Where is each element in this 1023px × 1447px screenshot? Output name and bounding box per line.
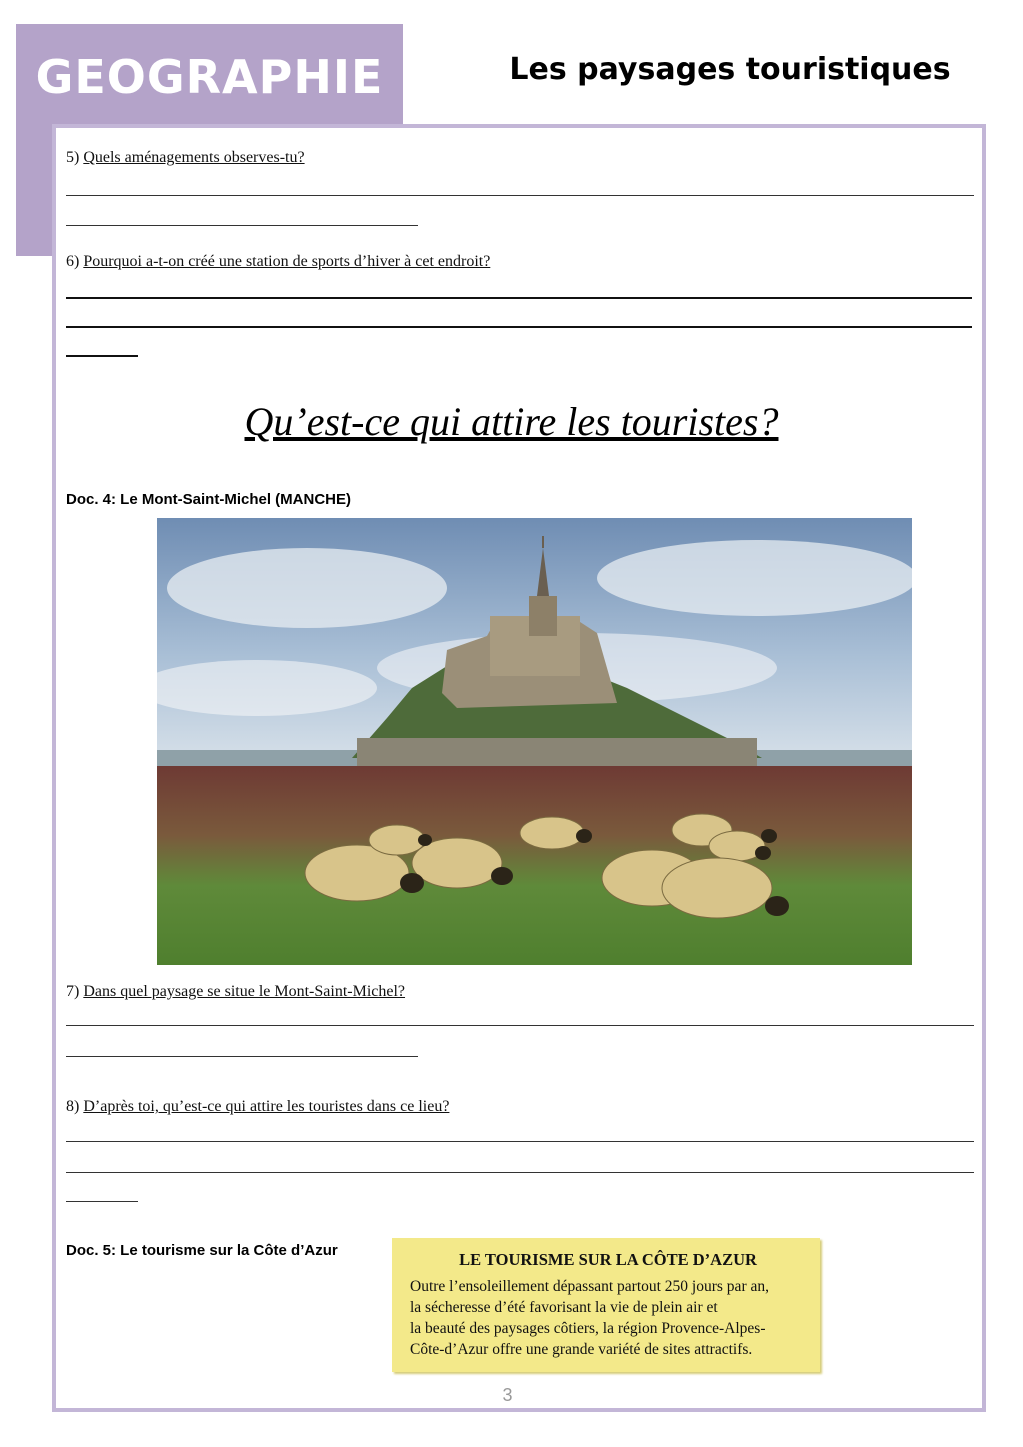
question-6-text: Pourquoi a-t-on créé une station de sports d’hiver à cet endroit? (83, 253, 491, 270)
question-6-number: 6) (66, 253, 80, 270)
answer-line[interactable] (66, 326, 972, 328)
question-7-text: Dans quel paysage se situe le Mont-Saint-Michel? (83, 983, 406, 1000)
answer-line[interactable] (66, 1025, 974, 1026)
answer-line[interactable] (66, 1141, 974, 1142)
answer-line[interactable] (66, 195, 974, 196)
mont-saint-michel-photo (157, 518, 912, 965)
question-5-number: 5) (66, 149, 80, 166)
answer-line[interactable] (66, 297, 972, 299)
question-6 (66, 253, 490, 271)
doc5-label: Doc. 5: Le tourisme sur la Côte d’Azur (66, 1242, 338, 1259)
section-title-text: Qu’est-ce qui attire les touristes? (244, 399, 779, 444)
question-8 (66, 1098, 449, 1116)
textbox-line: la sécheresse d’été favorisant la vie de plein air et (410, 1299, 718, 1316)
answer-line[interactable] (66, 1056, 418, 1057)
page-title: Les paysages touristiques (509, 52, 951, 87)
question-5-text: Quels aménagements observes-tu? (83, 149, 305, 166)
subject-title: GEOGRAPHIE (35, 50, 384, 104)
textbox-line: la beauté des paysages côtiers, la région Provence-Alpes- (410, 1320, 766, 1337)
doc4-label: Doc. 4: Le Mont-Saint-Michel (MANCHE) (66, 491, 351, 508)
answer-line[interactable] (66, 225, 418, 226)
question-8-number: 8) (66, 1098, 80, 1115)
cote-azur-textbox (392, 1238, 820, 1372)
question-7-number: 7) (66, 983, 80, 1000)
question-5 (66, 149, 305, 167)
question-8-text: D’après toi, qu’est-ce qui attire les touristes dans ce lieu? (83, 1098, 450, 1115)
question-7 (66, 983, 405, 1001)
section-title (0, 398, 1023, 445)
textbox-line: Côte-d’Azur offre une grande variété de sites attractifs. (410, 1341, 753, 1358)
page-number: 3 (502, 1385, 513, 1405)
answer-line[interactable] (66, 355, 138, 357)
answer-line[interactable] (66, 1172, 974, 1173)
textbox-line: Outre l’ensoleillement dépassant partout 250 jours par an, (410, 1278, 769, 1295)
answer-line[interactable] (66, 1201, 138, 1202)
textbox-title: LE TOURISME SUR LA CÔTE D’AZUR (459, 1250, 757, 1269)
